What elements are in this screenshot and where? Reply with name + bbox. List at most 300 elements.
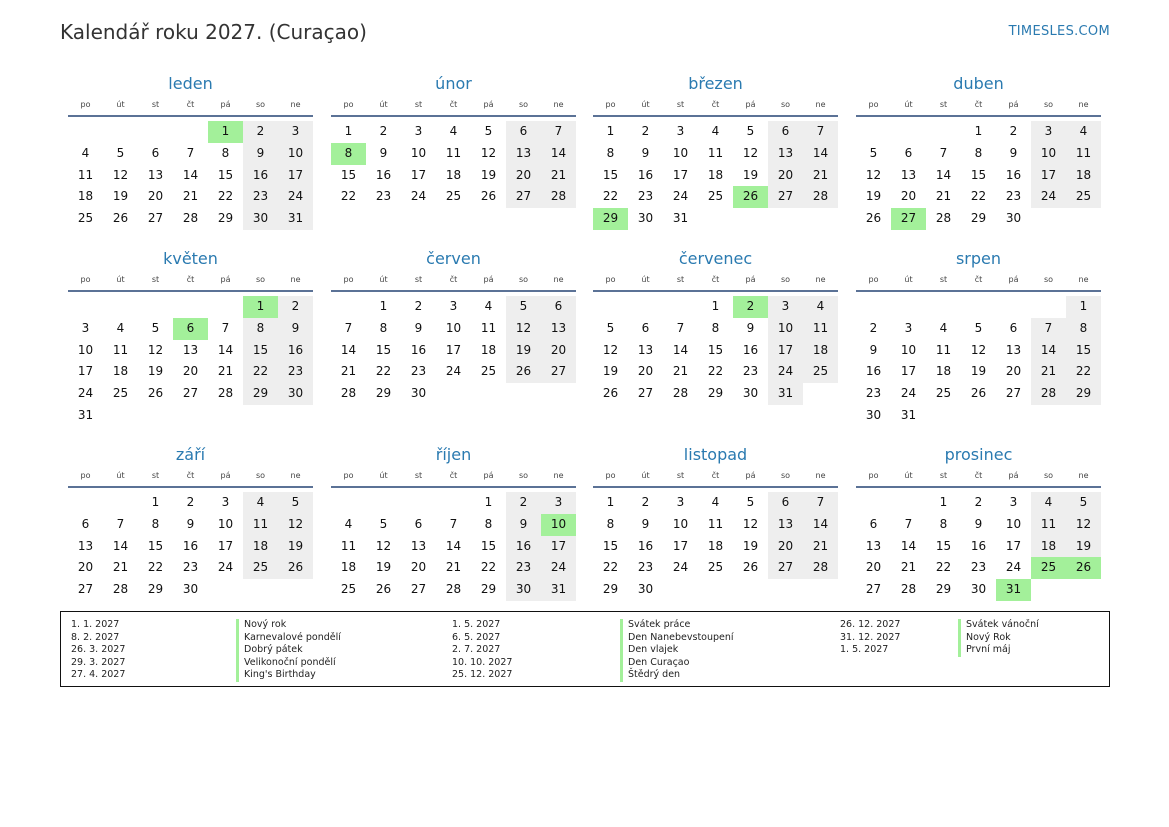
weekday-header [593, 466, 838, 486]
weekday-label: čt [449, 100, 458, 109]
empty-cell [208, 296, 243, 318]
week-row [68, 383, 313, 405]
day-cell: 7 [449, 516, 458, 531]
weekday-label: út [641, 100, 650, 109]
legend-date: 29. 3. 2027 [71, 656, 126, 668]
day-cell: 11 [445, 145, 462, 160]
day-cell: 11 [803, 318, 838, 340]
month-divider [331, 290, 576, 292]
week-row [856, 557, 1101, 579]
weekday-label: pá [220, 275, 231, 284]
day-cell: 17 [672, 167, 689, 182]
empty-cell [961, 296, 996, 318]
day-cell: 24 [217, 560, 234, 575]
weekday-label: st [414, 471, 423, 480]
day-cell: 19 [1066, 536, 1101, 558]
weekday-label: po [868, 100, 879, 109]
day-cell: 4 [484, 299, 493, 313]
legend-holiday-name: Nový Rok [958, 632, 1039, 645]
day-cell: 22 [243, 361, 278, 383]
week-row [68, 165, 313, 187]
empty-cell [733, 208, 768, 230]
month-květen [68, 248, 313, 427]
weekday-label: so [518, 471, 529, 480]
weekday-label: ne [1078, 275, 1089, 284]
week-row [68, 514, 313, 536]
site-brand-link[interactable]: TIMESLES.COM [1008, 24, 1110, 39]
legend-holiday-name: Karnevalové pondělí [236, 632, 341, 645]
day-cell: 26 [506, 361, 541, 383]
day-cell: 4 [81, 145, 90, 160]
day-cell: 30 [970, 582, 987, 597]
week-row [68, 536, 313, 558]
day-cell: 2 [278, 296, 313, 318]
day-cell: 24 [672, 189, 689, 204]
day-cell: 19 [742, 538, 759, 553]
legend-date: 2. 7. 2027 [452, 644, 501, 656]
day-cell: 16 [970, 538, 987, 553]
empty-cell [926, 296, 961, 318]
legend-date: 8. 2. 2027 [71, 631, 120, 643]
empty-cell [803, 383, 838, 405]
day-cell: 29 [375, 386, 392, 401]
empty-cell [138, 296, 173, 318]
day-cell: 1 [484, 495, 493, 509]
holiday-day-cell: 10 [541, 514, 576, 536]
day-cell: 28 [935, 211, 952, 226]
day-cell: 2 [641, 124, 650, 138]
day-cell: 15 [243, 340, 278, 362]
day-cell: 10 [445, 320, 462, 335]
day-cell: 9 [278, 318, 313, 340]
day-cell: 27 [637, 386, 654, 401]
day-cell: 14 [340, 342, 357, 357]
week-row [331, 186, 576, 208]
weekday-label: út [641, 471, 650, 480]
weekday-label: so [255, 275, 266, 284]
day-cell: 5 [1066, 492, 1101, 514]
day-cell: 22 [602, 560, 619, 575]
day-cell: 23 [243, 186, 278, 208]
day-cell: 23 [865, 386, 882, 401]
day-cell: 18 [935, 364, 952, 379]
weekday-label: pá [1008, 275, 1019, 284]
month-name: červenec [678, 249, 753, 268]
day-cell: 21 [803, 536, 838, 558]
day-cell: 14 [112, 538, 129, 553]
empty-cell [68, 492, 103, 514]
empty-cell [243, 405, 278, 427]
weekday-label: so [255, 471, 266, 480]
weekday-label: po [343, 275, 354, 284]
day-cell: 8 [606, 516, 615, 531]
day-cell: 26 [970, 386, 987, 401]
day-cell: 15 [340, 167, 357, 182]
weekday-label: čt [186, 471, 195, 480]
day-cell: 8 [221, 145, 230, 160]
weekday-header [856, 270, 1101, 290]
weekday-label: pá [483, 275, 494, 284]
empty-cell [593, 296, 628, 318]
empty-cell [1066, 405, 1101, 427]
day-cell: 3 [904, 320, 913, 335]
day-cell: 11 [340, 538, 357, 553]
day-cell: 23 [506, 557, 541, 579]
weekday-label: ne [1078, 100, 1089, 109]
weekday-header [68, 270, 313, 290]
month-name: duben [953, 74, 1004, 93]
day-cell: 25 [77, 211, 94, 226]
legend-date: 27. 4. 2027 [71, 669, 126, 681]
day-cell: 13 [900, 167, 917, 182]
day-cell: 5 [116, 145, 125, 160]
day-cell: 15 [1066, 340, 1101, 362]
day-cell: 15 [935, 538, 952, 553]
day-cell: 11 [1066, 143, 1101, 165]
day-cell: 21 [803, 165, 838, 187]
day-cell: 29 [1066, 383, 1101, 405]
day-cell: 29 [935, 582, 952, 597]
empty-cell [803, 579, 838, 601]
day-cell: 13 [1005, 342, 1022, 357]
weekday-label: po [605, 100, 616, 109]
weekday-label: st [414, 100, 423, 109]
day-cell: 31 [672, 211, 689, 226]
day-cell: 18 [1066, 165, 1101, 187]
day-cell: 28 [900, 582, 917, 597]
month-name: listopad [683, 445, 748, 464]
day-cell: 11 [707, 516, 724, 531]
day-cell: 17 [672, 538, 689, 553]
day-cell: 4 [1066, 121, 1101, 143]
day-cell: 11 [112, 342, 129, 357]
day-cell: 1 [606, 495, 615, 509]
weekday-label: čt [974, 471, 983, 480]
day-cell: 24 [445, 364, 462, 379]
day-cell: 22 [935, 560, 952, 575]
weekday-label: ne [815, 100, 826, 109]
legend-holiday-name: Dobrý pátek [236, 644, 341, 657]
day-cell: 9 [414, 320, 423, 335]
weekday-label: so [1043, 471, 1054, 480]
day-cell: 15 [375, 342, 392, 357]
day-cell: 12 [480, 145, 497, 160]
month-duben [856, 73, 1101, 230]
day-cell: 28 [803, 557, 838, 579]
weekday-label: so [780, 275, 791, 284]
day-cell: 28 [217, 386, 234, 401]
weekday-label: st [414, 275, 423, 284]
week-row [856, 208, 1101, 230]
empty-cell [1066, 208, 1101, 230]
day-cell: 27 [865, 582, 882, 597]
weekday-label: ne [290, 471, 301, 480]
holiday-day-cell: 29 [593, 208, 628, 230]
day-cell: 25 [445, 189, 462, 204]
month-name: květen [163, 249, 218, 268]
day-cell: 7 [344, 320, 353, 335]
empty-cell [1031, 579, 1066, 601]
day-cell: 15 [147, 538, 164, 553]
day-cell: 7 [116, 516, 125, 531]
holiday-day-cell: 1 [208, 121, 243, 143]
weekday-label: so [518, 275, 529, 284]
weekday-label: st [151, 275, 160, 284]
week-row [68, 208, 313, 230]
week-row [593, 208, 838, 230]
empty-cell [68, 296, 103, 318]
day-cell: 11 [935, 342, 952, 357]
day-cell: 24 [77, 386, 94, 401]
holiday-day-cell: 26 [1066, 557, 1101, 579]
day-cell: 5 [869, 145, 878, 160]
day-cell: 3 [414, 124, 423, 138]
day-cell: 6 [1009, 320, 1018, 335]
day-cell: 21 [217, 364, 234, 379]
day-cell: 25 [340, 582, 357, 597]
day-cell: 23 [1005, 189, 1022, 204]
week-row [593, 536, 838, 558]
page-title: Kalendář roku 2027. (Curaçao) [60, 20, 367, 44]
empty-cell [663, 579, 698, 601]
day-cell: 3 [449, 299, 458, 313]
month-name: červen [426, 249, 481, 268]
day-cell: 30 [865, 407, 882, 422]
day-cell: 22 [970, 189, 987, 204]
week-row [68, 318, 313, 340]
day-cell: 2 [414, 299, 423, 313]
weekday-label: st [939, 100, 948, 109]
day-cell: 14 [935, 167, 952, 182]
day-cell: 5 [484, 124, 493, 138]
day-cell: 4 [243, 492, 278, 514]
day-cell: 22 [375, 364, 392, 379]
day-cell: 16 [1005, 167, 1022, 182]
day-cell: 14 [803, 143, 838, 165]
holiday-day-cell: 25 [1031, 557, 1066, 579]
month-divider [331, 486, 576, 488]
day-cell: 8 [1066, 318, 1101, 340]
day-cell: 6 [904, 145, 913, 160]
day-cell: 21 [935, 189, 952, 204]
week-row [593, 579, 838, 601]
day-cell: 18 [340, 560, 357, 575]
day-cell: 17 [768, 340, 803, 362]
holiday-day-cell: 26 [733, 186, 768, 208]
day-cell: 18 [445, 167, 462, 182]
day-cell: 15 [602, 538, 619, 553]
month-divider [68, 486, 313, 488]
day-cell: 7 [904, 516, 913, 531]
week-row [856, 405, 1101, 427]
day-cell: 31 [77, 407, 94, 422]
weekday-label: st [676, 100, 685, 109]
week-row [856, 296, 1101, 318]
legend-date: 25. 12. 2027 [452, 669, 513, 681]
week-row [856, 121, 1101, 143]
day-cell: 16 [375, 167, 392, 182]
empty-cell [1066, 579, 1101, 601]
week-row [593, 318, 838, 340]
day-cell: 16 [243, 165, 278, 187]
empty-cell [803, 208, 838, 230]
week-row [331, 492, 576, 514]
day-cell: 5 [746, 124, 755, 138]
weekday-label: ne [290, 100, 301, 109]
day-cell: 29 [707, 386, 724, 401]
week-row [68, 186, 313, 208]
day-cell: 4 [803, 296, 838, 318]
legend-holiday-name: První máj [958, 644, 1039, 657]
weekday-label: čt [711, 471, 720, 480]
weekday-label: čt [974, 275, 983, 284]
day-cell: 12 [278, 514, 313, 536]
legend-col1-dates [71, 619, 125, 682]
day-cell: 30 [742, 386, 759, 401]
day-cell: 5 [506, 296, 541, 318]
day-cell: 9 [186, 516, 195, 531]
day-cell: 6 [869, 516, 878, 531]
day-cell: 17 [77, 364, 94, 379]
day-cell: 21 [112, 560, 129, 575]
weekday-label: po [868, 471, 879, 480]
day-cell: 5 [379, 516, 388, 531]
weekday-label: út [379, 471, 388, 480]
empty-cell [698, 579, 733, 601]
day-cell: 7 [1031, 318, 1066, 340]
day-cell: 1 [344, 124, 353, 138]
day-cell: 18 [1031, 536, 1066, 558]
day-cell: 16 [506, 536, 541, 558]
day-cell: 10 [278, 143, 313, 165]
legend-col2-dates [452, 619, 512, 682]
empty-cell [926, 121, 961, 143]
day-cell: 24 [1031, 186, 1066, 208]
day-cell: 11 [707, 145, 724, 160]
day-cell: 13 [541, 318, 576, 340]
weekday-label: čt [186, 100, 195, 109]
week-row [856, 318, 1101, 340]
day-cell: 7 [676, 320, 685, 335]
day-cell: 4 [711, 495, 720, 509]
day-cell: 3 [676, 495, 685, 509]
day-cell: 15 [602, 167, 619, 182]
day-cell: 9 [641, 145, 650, 160]
day-cell: 28 [340, 386, 357, 401]
holiday-day-cell: 1 [243, 296, 278, 318]
weekday-label: pá [483, 471, 494, 480]
week-row [331, 536, 576, 558]
week-row [68, 579, 313, 601]
empty-cell [331, 492, 366, 514]
day-cell: 4 [1031, 492, 1066, 514]
weekday-label: čt [449, 471, 458, 480]
empty-cell [173, 405, 208, 427]
month-divider [856, 290, 1101, 292]
day-cell: 6 [641, 320, 650, 335]
day-cell: 27 [768, 186, 803, 208]
day-cell: 22 [217, 189, 234, 204]
day-cell: 7 [803, 492, 838, 514]
month-divider [68, 290, 313, 292]
weekday-label: čt [711, 100, 720, 109]
day-cell: 24 [1005, 560, 1022, 575]
empty-cell [891, 121, 926, 143]
day-cell: 30 [278, 383, 313, 405]
day-cell: 9 [506, 514, 541, 536]
legend-date: 6. 5. 2027 [452, 631, 501, 643]
day-cell: 13 [77, 538, 94, 553]
day-cell: 29 [970, 211, 987, 226]
week-row [593, 557, 838, 579]
day-cell: 21 [541, 165, 576, 187]
month-name: leden [168, 74, 213, 93]
day-cell: 30 [506, 579, 541, 601]
weekday-label: út [379, 275, 388, 284]
week-row [856, 186, 1101, 208]
day-cell: 14 [217, 342, 234, 357]
day-cell: 19 [742, 167, 759, 182]
day-cell: 31 [278, 208, 313, 230]
day-cell: 19 [506, 340, 541, 362]
weekday-label: so [518, 100, 529, 109]
weekday-label: ne [815, 471, 826, 480]
empty-cell [436, 383, 471, 405]
legend-date: 26. 3. 2027 [71, 644, 126, 656]
day-cell: 12 [112, 167, 129, 182]
day-cell: 5 [746, 495, 755, 509]
empty-cell [138, 405, 173, 427]
week-row [856, 143, 1101, 165]
day-cell: 30 [410, 386, 427, 401]
day-cell: 6 [151, 145, 160, 160]
day-cell: 16 [182, 538, 199, 553]
day-cell: 27 [410, 582, 427, 597]
empty-cell [1031, 296, 1066, 318]
day-cell: 1 [379, 299, 388, 313]
weekday-label: út [904, 100, 913, 109]
day-cell: 8 [484, 516, 493, 531]
day-cell: 23 [970, 560, 987, 575]
weekday-header [68, 95, 313, 115]
week-row [593, 514, 838, 536]
day-cell: 14 [541, 143, 576, 165]
weekday-label: ne [290, 275, 301, 284]
day-cell: 5 [606, 320, 615, 335]
day-cell: 26 [742, 560, 759, 575]
week-row [593, 165, 838, 187]
day-cell: 2 [379, 124, 388, 138]
day-cell: 25 [112, 386, 129, 401]
day-cell: 11 [243, 514, 278, 536]
weekday-label: st [676, 471, 685, 480]
day-cell: 26 [112, 211, 129, 226]
month-divider [68, 115, 313, 117]
empty-cell [856, 121, 891, 143]
month-name: březen [688, 74, 743, 93]
legend-holiday-name: Nový rok [236, 619, 341, 632]
day-cell: 29 [243, 383, 278, 405]
day-cell: 2 [869, 320, 878, 335]
month-name: prosinec [944, 445, 1013, 464]
legend-date: 1. 5. 2027 [840, 644, 889, 656]
weekday-label: st [939, 275, 948, 284]
weekday-label: so [1043, 100, 1054, 109]
weekday-label: ne [815, 275, 826, 284]
week-row [68, 143, 313, 165]
week-row [331, 514, 576, 536]
day-cell: 2 [974, 495, 983, 509]
